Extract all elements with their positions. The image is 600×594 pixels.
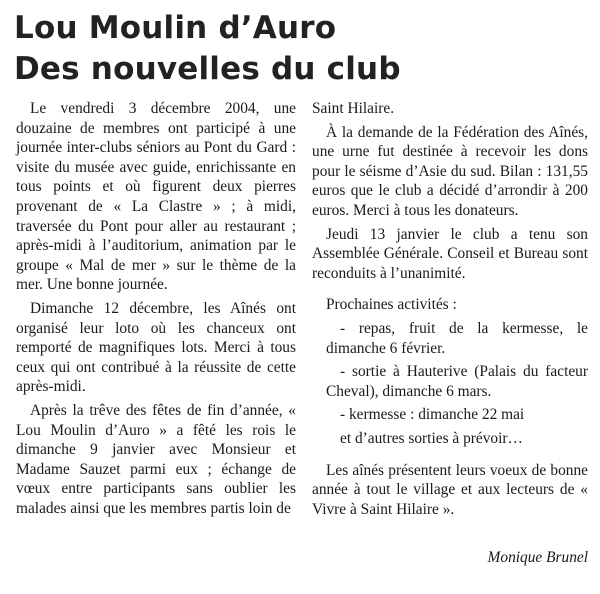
paragraph-visit: Le vendredi 3 décembre 2004, une douzaine de membres ont participé à une journée inter-clubs séniors au Pont du Gard : visite du musée avec guide, enrichissante en tous points et où figurent deux pierres provenant de « La Clastre » ; à midi, traversée du Pont pour aller au restaurant ; après-midi à l’auditorium, animation par le groupe « Mal de mer » sur le thème de la mer. Une bonne journée. bbox=[16, 100, 296, 294]
paragraph-rois: Après la trêve des fêtes de fin d’année, « Lou Moulin d’Auro » a fêté les rois le dimanche 9 janvier avec Monsieur et Madame Sauzet parmi eux ; échange de vœux entre participants sans oublier les malades ainsi que les membres partis loin de bbox=[16, 401, 296, 517]
activity-item: - repas, fruit de la kermesse, le dimanche 6 février. bbox=[326, 319, 588, 357]
paragraph-assembly: Jeudi 13 janvier le club a tenu son Assemblée Générale. Conseil et Bureau sont reconduits à l’unanimité. bbox=[312, 225, 588, 282]
paragraph-rois-continued: Saint Hilaire. bbox=[312, 100, 395, 117]
activity-item: et d’autres sorties à prévoir… bbox=[340, 429, 523, 447]
activity-item: - kermesse : dimanche 22 mai bbox=[340, 406, 525, 424]
right-column bbox=[312, 99, 588, 523]
paragraph-loto: Dimanche 12 décembre, les Aînés ont organisé leur loto où les chanceux ont remporté de magnifiques lots. Merci à tous ceux qui ont contribué à la réussite de cette après-midi. bbox=[16, 299, 296, 396]
author-signature: Monique Brunel bbox=[487, 549, 588, 566]
paragraph-donation: À la demande de la Fédération des Aînés, une urne fut destinée à recevoir les dons pour le séisme d’Asie du sud. Bilan : 131,55 euros que le club a décidé d’arrondir à 200 euros. Merci à tous les donateurs. bbox=[312, 123, 588, 219]
article-headline bbox=[14, 8, 401, 90]
activity-item: - sortie à Hauterive (Palais du facteur Cheval), dimanche 6 mars. bbox=[326, 363, 588, 400]
left-column bbox=[16, 99, 296, 522]
activities-title: Prochaines activités : bbox=[326, 296, 457, 314]
headline-line-1: Lou Moulin d’Auro bbox=[14, 10, 337, 46]
headline-line-2: Des nouvelles du club bbox=[14, 51, 401, 87]
paragraph-wishes: Les aînés présentent leurs voeux de bonne année à tout le village et aux lecteurs de « Vivre à Saint Hilaire ». bbox=[312, 461, 588, 518]
